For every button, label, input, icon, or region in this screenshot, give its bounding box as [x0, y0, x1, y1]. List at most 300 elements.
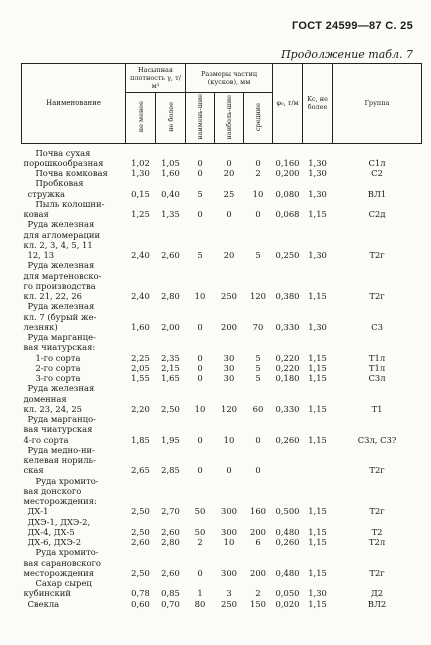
cell-phi — [273, 578, 303, 588]
cell-phi: 0,500 — [275, 506, 300, 517]
cell-name: Руда марганцо- — [27, 414, 96, 425]
cell-density-min: 1,60 — [131, 321, 150, 332]
cell-size-min — [186, 414, 215, 424]
cell-size-min: 0 — [197, 168, 203, 179]
col-density-header: Насыпная плотность γ, т/м³ — [126, 64, 186, 93]
cell-size-avg — [244, 394, 273, 404]
col-phi-header: φ₀, т/м — [273, 64, 303, 144]
cell-size-min: 0 — [197, 434, 203, 445]
table-row — [22, 143, 422, 158]
cell-density-min — [126, 230, 156, 240]
col-size-max-header: наиболь-шие — [215, 93, 244, 144]
cell-density-min — [126, 143, 156, 158]
cell-name: Почва сухая — [35, 147, 91, 158]
cell-kc: 1,30 — [308, 188, 327, 199]
cell-size-max: 300 — [221, 506, 237, 517]
cell-density-min: 2,20 — [131, 403, 150, 414]
cell-kc — [303, 476, 333, 486]
cell-name: стружка — [27, 188, 66, 199]
cell-name: Руда марганце- — [27, 332, 96, 343]
cell-name: Свекла — [27, 598, 60, 609]
cell-group: С3л, С3? — [357, 434, 397, 445]
cell-group — [333, 383, 422, 393]
cell-kc — [303, 414, 333, 424]
cell-phi — [273, 240, 303, 250]
cell-size-min — [186, 517, 215, 527]
cell-size-avg — [244, 558, 273, 568]
col-size-avg-header: средние — [244, 93, 273, 144]
cell-size-avg — [244, 219, 273, 229]
cell-kc — [303, 424, 333, 434]
cell-phi — [273, 342, 303, 352]
cell-group — [333, 301, 422, 311]
cell-size-min: 80 — [194, 598, 206, 609]
cell-kc: 1,30 — [308, 168, 327, 179]
table-row — [22, 178, 422, 188]
cell-size-max — [215, 230, 244, 240]
table-row — [22, 353, 422, 363]
table-row — [22, 189, 422, 199]
cell-density-min — [126, 219, 156, 229]
table-row — [22, 517, 422, 527]
cell-density-max: 2,00 — [161, 321, 180, 332]
cell-phi — [273, 219, 303, 229]
cell-size-max — [215, 383, 244, 393]
cell-size-max — [215, 312, 244, 322]
cell-name: Почва комковая — [35, 168, 108, 179]
cell-size-min: 0 — [197, 209, 203, 220]
cell-kc — [303, 260, 333, 270]
table-row — [22, 527, 422, 537]
cell-phi: 0,260 — [275, 537, 300, 548]
cell-size-max — [215, 240, 244, 250]
cell-phi — [273, 230, 303, 240]
cell-density-min — [126, 496, 156, 506]
table-row — [22, 383, 422, 393]
table-row — [22, 250, 422, 260]
table-row — [22, 230, 422, 240]
table-row — [22, 301, 422, 311]
cell-size-max — [215, 476, 244, 486]
table-continuation-label: Продолжение табл. 7 — [281, 48, 413, 61]
cell-density-min — [126, 547, 156, 557]
cell-size-avg — [244, 143, 273, 158]
col-density-min-header: не менее — [126, 93, 156, 144]
cell-size-max: 300 — [221, 567, 237, 578]
cell-size-avg — [244, 199, 273, 209]
cell-size-max — [215, 496, 244, 506]
cell-size-min — [186, 383, 215, 393]
cell-density-max: 1,05 — [161, 157, 180, 168]
cell-name: Пробковая — [35, 178, 84, 189]
cell-size-max: 0 — [226, 465, 232, 476]
cell-size-max — [215, 547, 244, 557]
cell-density-min: 1,55 — [131, 373, 150, 384]
cell-size-max: 20 — [223, 168, 235, 179]
cell-name: Руда железная — [27, 301, 95, 312]
cell-size-min — [186, 219, 215, 229]
cell-kc: 1,30 — [308, 157, 327, 168]
cell-size-avg — [244, 281, 273, 291]
cell-size-avg — [244, 230, 273, 240]
cell-density-min: 0,60 — [131, 598, 150, 609]
cell-density-min: 2,50 — [131, 526, 150, 537]
cell-phi: 0,160 — [275, 157, 300, 168]
cell-density-min — [126, 240, 156, 250]
cell-size-avg: 5 — [255, 373, 261, 384]
cell-phi — [273, 394, 303, 404]
cell-kc — [303, 312, 333, 322]
cell-size-max — [215, 143, 244, 158]
table-row — [22, 445, 422, 455]
cell-kc — [303, 230, 333, 240]
cell-phi — [273, 271, 303, 281]
cell-name: 1-го сорта — [35, 352, 81, 363]
cell-size-avg: 5 — [255, 250, 261, 261]
cell-density-min: 2,50 — [131, 567, 150, 578]
cell-kc: 1,15 — [308, 567, 327, 578]
cell-density-max — [156, 178, 186, 188]
cell-size-max: 300 — [221, 526, 237, 537]
cell-group — [333, 219, 422, 229]
table-row — [22, 537, 422, 547]
table-row — [22, 568, 422, 578]
cell-name: Сахар сырец — [35, 578, 92, 589]
cell-phi: 0,200 — [275, 168, 300, 179]
cell-density-min — [126, 558, 156, 568]
cell-group — [333, 445, 422, 455]
cell-size-avg — [244, 383, 273, 393]
cell-density-min — [126, 271, 156, 281]
cell-density-max: 2,35 — [161, 352, 180, 363]
cell-density-min — [126, 312, 156, 322]
cell-size-max: 10 — [223, 537, 235, 548]
col-kc-header: Kс, не более — [303, 64, 333, 144]
cell-name: месторождения: — [23, 496, 97, 507]
cell-kc — [303, 558, 333, 568]
cell-density-max — [156, 260, 186, 270]
cell-density-max — [156, 414, 186, 424]
cell-phi: 0,080 — [275, 188, 300, 199]
cell-group: Д2 — [370, 588, 384, 599]
cell-density-max — [156, 240, 186, 250]
cell-size-avg — [244, 342, 273, 352]
cell-density-min — [126, 455, 156, 465]
cell-density-max — [156, 271, 186, 281]
cell-density-max — [156, 394, 186, 404]
cell-size-min: 0 — [197, 362, 203, 373]
cell-kc: 1,15 — [308, 362, 327, 373]
cell-density-max: 1,95 — [161, 434, 180, 445]
cell-density-min — [126, 476, 156, 486]
cell-kc: 1,15 — [308, 537, 327, 548]
cell-density-min: 1,85 — [131, 434, 150, 445]
cell-size-min — [186, 281, 215, 291]
cell-group — [333, 424, 422, 434]
cell-name: ДХ-6, ДХЭ-2 — [27, 537, 82, 548]
cell-kc — [303, 219, 333, 229]
cell-density-min: 1,02 — [131, 157, 150, 168]
cell-size-min — [186, 199, 215, 209]
cell-size-max — [215, 199, 244, 209]
cell-density-min: 2,40 — [131, 250, 150, 261]
cell-size-min — [186, 332, 215, 342]
cell-kc: 1,15 — [308, 403, 327, 414]
cell-name: Руда железная — [27, 383, 95, 394]
cell-size-max: 120 — [221, 403, 237, 414]
cell-size-min: 5 — [197, 250, 203, 261]
cell-density-max — [156, 496, 186, 506]
cell-size-min — [186, 260, 215, 270]
cell-size-min: 0 — [197, 373, 203, 384]
cell-density-max — [156, 445, 186, 455]
table-row — [22, 599, 422, 609]
cell-kc — [303, 199, 333, 209]
cell-size-max: 25 — [223, 188, 235, 199]
table-row — [22, 588, 422, 598]
cell-size-avg: 2 — [255, 168, 261, 179]
cell-kc — [303, 394, 333, 404]
cell-density-max: 0,40 — [161, 188, 180, 199]
table-row — [22, 506, 422, 516]
cell-phi: 0,480 — [275, 567, 300, 578]
cell-name: вая сарановского — [23, 557, 101, 568]
cell-size-avg — [244, 424, 273, 434]
col-group-header: Группа — [333, 64, 422, 144]
cell-phi: 0,220 — [275, 352, 300, 363]
cell-density-max: 2,60 — [161, 526, 180, 537]
cell-size-avg — [244, 414, 273, 424]
cell-kc: 1,15 — [308, 291, 327, 302]
cell-size-min — [186, 143, 215, 158]
cell-group — [333, 455, 422, 465]
table-row — [22, 312, 422, 322]
cell-name: вая донского — [23, 485, 82, 496]
cell-phi — [273, 424, 303, 434]
cell-size-avg: 5 — [255, 362, 261, 373]
cell-density-max — [156, 342, 186, 352]
cell-phi: 0,068 — [275, 209, 300, 220]
cell-size-avg — [244, 496, 273, 506]
cell-size-avg: 150 — [250, 598, 267, 609]
cell-size-avg: 10 — [252, 188, 264, 199]
cell-density-min — [126, 517, 156, 527]
cell-kc: 1,15 — [308, 598, 327, 609]
cell-size-max — [215, 178, 244, 188]
cell-phi — [273, 496, 303, 506]
cell-density-max — [156, 517, 186, 527]
cell-phi — [273, 301, 303, 311]
cell-size-min: 2 — [197, 537, 203, 548]
cell-name: 2-го сорта — [35, 362, 81, 373]
cell-size-avg — [244, 547, 273, 557]
cell-density-min — [126, 199, 156, 209]
cell-density-min: 2,05 — [131, 362, 150, 373]
cell-density-min: 2,40 — [131, 291, 150, 302]
cell-density-min: 1,30 — [131, 168, 150, 179]
cell-size-max: 30 — [223, 352, 235, 363]
cell-density-min: 2,25 — [131, 352, 150, 363]
cell-density-max — [156, 332, 186, 342]
cell-density-max: 0,85 — [161, 588, 180, 599]
cell-size-min — [186, 578, 215, 588]
cell-name: кл. 21, 22, 26 — [23, 291, 82, 302]
cell-group — [333, 230, 422, 240]
cell-group — [333, 271, 422, 281]
cell-group — [333, 342, 422, 352]
table-row — [22, 496, 422, 506]
cell-phi: 0,220 — [275, 362, 300, 373]
cell-size-max — [215, 281, 244, 291]
cell-phi — [273, 332, 303, 342]
cell-density-min: 2,50 — [131, 506, 150, 517]
cell-size-avg — [244, 517, 273, 527]
cell-kc — [303, 332, 333, 342]
cell-density-min — [126, 424, 156, 434]
table-row — [22, 363, 422, 373]
table-row — [22, 260, 422, 270]
cell-group — [333, 332, 422, 342]
cell-size-min: 0 — [197, 465, 203, 476]
cell-group: С2д — [368, 209, 386, 220]
cell-phi — [273, 260, 303, 270]
cell-size-min: 10 — [194, 291, 206, 302]
cell-density-min — [126, 301, 156, 311]
cell-density-max: 1,65 — [161, 373, 180, 384]
cell-density-min — [126, 394, 156, 404]
cell-size-avg — [244, 312, 273, 322]
cell-kc — [303, 486, 333, 496]
cell-size-avg — [244, 260, 273, 270]
cell-group — [333, 394, 422, 404]
cell-density-min: 0,78 — [131, 588, 150, 599]
cell-density-max: 2,85 — [161, 465, 180, 476]
cell-group — [333, 199, 422, 209]
cell-kc: 1,15 — [308, 352, 327, 363]
cell-size-min: 10 — [194, 403, 206, 414]
cell-name: Руда железная — [27, 219, 95, 230]
col-density-max-header: не более — [156, 93, 186, 144]
cell-kc: 1,30 — [308, 588, 327, 599]
cell-density-max — [156, 424, 186, 434]
cell-group — [333, 178, 422, 188]
cell-size-max: 10 — [223, 434, 235, 445]
cell-size-avg — [244, 240, 273, 250]
cell-size-min — [186, 312, 215, 322]
cell-density-max — [156, 558, 186, 568]
cell-name: ДХ-4, ДХ-5 — [27, 526, 75, 537]
cell-size-avg: 160 — [250, 506, 267, 517]
cell-group — [333, 281, 422, 291]
cell-name: вая чиатурская: — [23, 342, 96, 353]
cell-phi: 0,050 — [275, 588, 300, 599]
cell-size-min: 0 — [197, 321, 203, 332]
cell-group — [333, 240, 422, 250]
cell-density-min: 2,65 — [131, 465, 150, 476]
cell-name: келевая нориль- — [23, 455, 96, 466]
cell-group — [333, 476, 422, 486]
cell-name: кл. 2, 3, 4, 5, 11 — [23, 239, 93, 250]
cell-group — [333, 558, 422, 568]
cell-phi — [273, 312, 303, 322]
cell-kc: 1,15 — [308, 434, 327, 445]
table-row — [22, 465, 422, 475]
cell-group — [333, 578, 422, 588]
cell-size-max: 250 — [221, 291, 237, 302]
cell-group: С2 — [371, 168, 383, 179]
cell-density-max: 1,60 — [161, 168, 180, 179]
cell-density-max: 2,80 — [161, 537, 180, 548]
cell-size-min — [186, 496, 215, 506]
cell-size-min — [186, 394, 215, 404]
cell-size-avg: 0 — [255, 157, 261, 168]
cell-size-min: 50 — [194, 526, 206, 537]
cell-phi — [273, 414, 303, 424]
cell-density-max: 1,35 — [161, 209, 180, 220]
table-row — [22, 476, 422, 486]
cell-size-avg: 0 — [255, 209, 261, 220]
cell-name: для агломерации — [23, 229, 101, 240]
cell-group: Т2г — [369, 250, 385, 261]
cell-kc — [303, 143, 333, 158]
cell-density-max — [156, 476, 186, 486]
cell-density-max: 2,15 — [161, 362, 180, 373]
cell-density-min — [126, 578, 156, 588]
cell-name: Руда хромито- — [35, 547, 99, 558]
table-row — [22, 578, 422, 588]
table-row — [22, 209, 422, 219]
cell-size-avg — [244, 178, 273, 188]
cell-name: кубинский — [23, 588, 71, 599]
cell-group: ВЛ1 — [367, 188, 387, 199]
cell-group: Т1л — [368, 362, 386, 373]
cell-size-min — [186, 301, 215, 311]
cell-size-avg: 70 — [252, 321, 264, 332]
cell-size-max — [215, 394, 244, 404]
table-row — [22, 435, 422, 445]
cell-name: 3-го сорта — [35, 373, 81, 384]
table-row — [22, 455, 422, 465]
cell-kc — [303, 383, 333, 393]
cell-kc — [303, 517, 333, 527]
cell-size-max — [215, 517, 244, 527]
cell-name: ДХЭ-1, ДХЭ-2, — [27, 516, 91, 527]
cell-name: го производства — [23, 280, 96, 291]
cell-density-max: 0,70 — [161, 598, 180, 609]
cell-density-max — [156, 486, 186, 496]
table-row — [22, 240, 422, 250]
cell-group: ВЛ2 — [367, 598, 387, 609]
cell-kc — [303, 281, 333, 291]
cell-density-max — [156, 301, 186, 311]
cell-density-max — [156, 199, 186, 209]
cell-size-max — [215, 271, 244, 281]
cell-name: 4-го сорта — [23, 434, 69, 445]
cell-size-min — [186, 240, 215, 250]
cell-density-max: 2,50 — [161, 403, 180, 414]
cell-density-min: 0,15 — [131, 188, 150, 199]
cell-phi: 0,020 — [275, 598, 300, 609]
cell-name: вая чиатурская — [23, 424, 93, 435]
cell-size-avg — [244, 476, 273, 486]
cell-group: Т2 — [371, 526, 383, 537]
cell-size-avg: 0 — [255, 434, 261, 445]
cell-kc — [303, 465, 333, 475]
cell-size-max — [215, 445, 244, 455]
cell-size-max — [215, 578, 244, 588]
cell-kc — [303, 578, 333, 588]
table-header — [22, 64, 422, 144]
